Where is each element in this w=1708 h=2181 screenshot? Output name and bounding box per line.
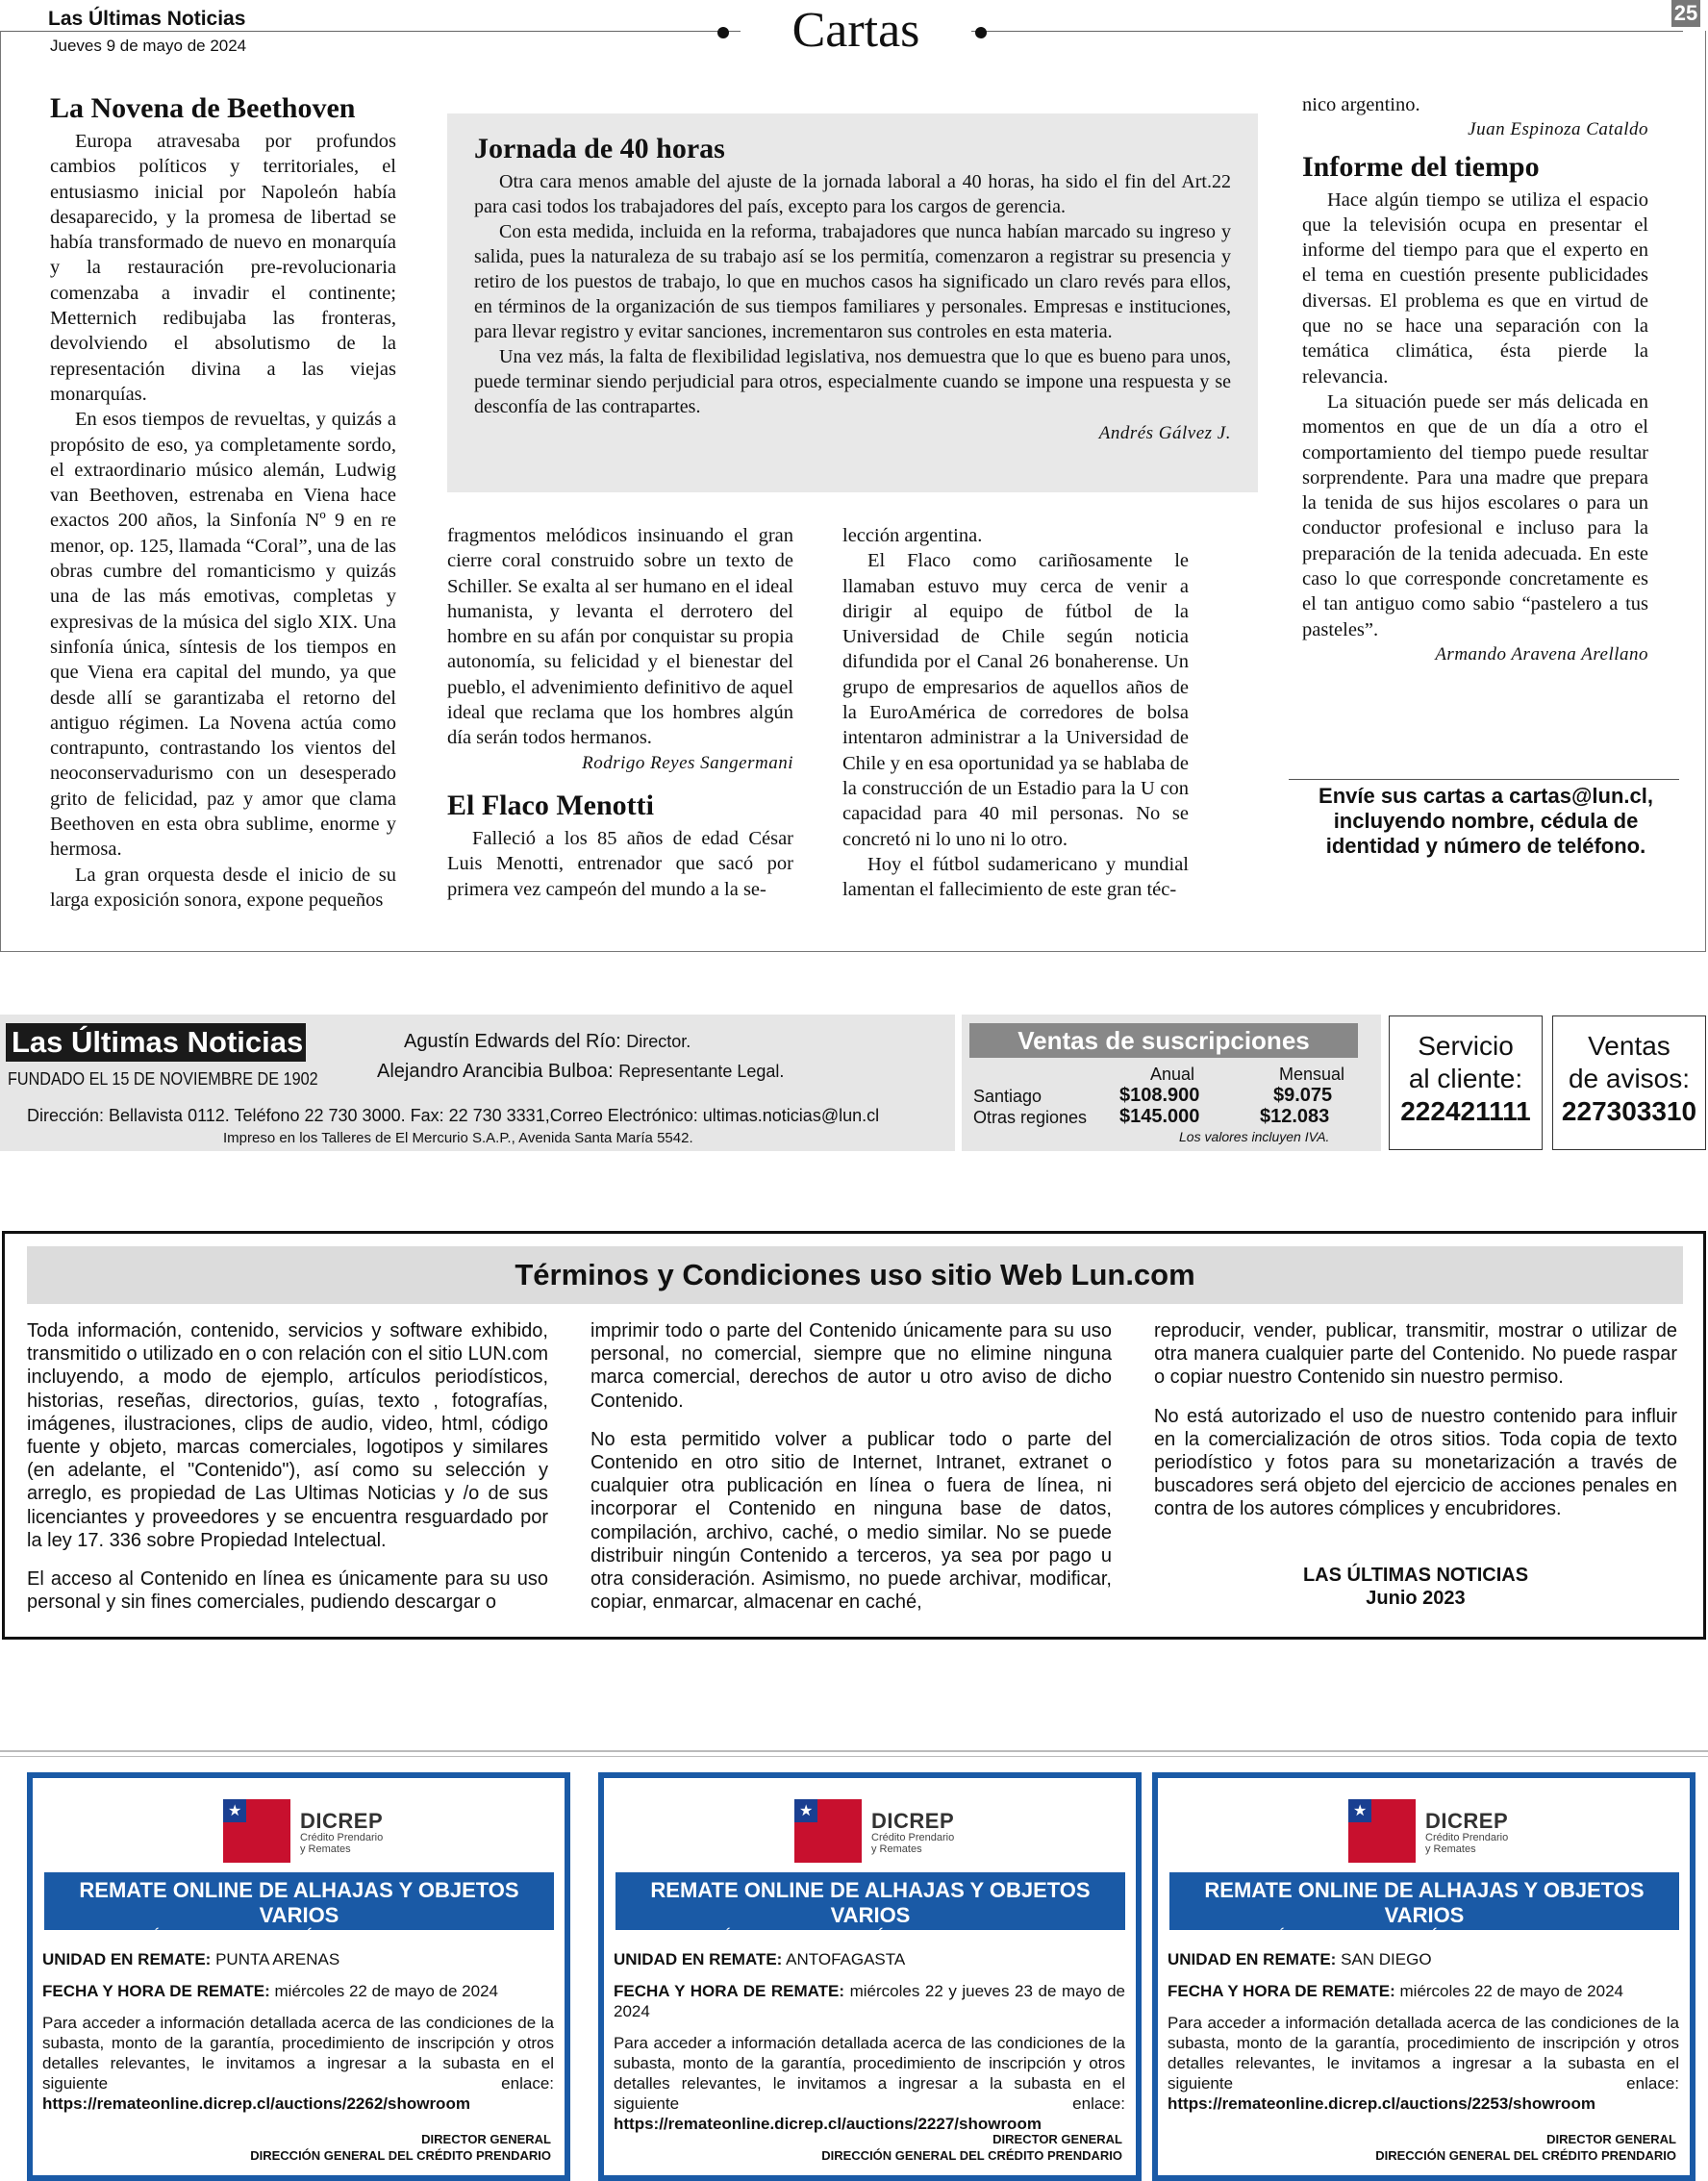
col-monthly: Mensual bbox=[1279, 1065, 1345, 1084]
ad-footer bbox=[821, 2131, 1122, 2164]
paragraph: fragmentos melódicos insinuando el gran cierre coral construido sobre un texto de Schiller. Se exalta al ser humano en el ideal humanista, y levanta el derrotero del hombre en su afán por conquistar su propia autonomía, su felicidad y el bienestar del pueblo, el advenimiento definitivo de aquel ideal que reclama que los hombres algún día serán todos hermanos. bbox=[447, 525, 793, 749]
printed-line: Impreso en los Talleres de El Mercurio S.A.P., Avenida Santa María 5542. bbox=[223, 1130, 693, 1146]
chile-flag-icon: ★ bbox=[1348, 1799, 1416, 1863]
footer-line: DIRECTOR GENERAL bbox=[1546, 2132, 1676, 2146]
dicrep-logo bbox=[794, 1799, 958, 1863]
sub-annual-price: $108.900 bbox=[1119, 1085, 1200, 1106]
paragraph: Falleció a los 85 años de edad César Luis Menotti, entrenador que sacó por primera vez campeón del mundo a la se- bbox=[447, 827, 793, 900]
ads-sales-label: de avisos: bbox=[1568, 1064, 1691, 1093]
letter-column-3 bbox=[842, 523, 1189, 902]
masthead-logo: Las Últimas Noticias bbox=[6, 1023, 306, 1062]
terms-title: Términos y Condiciones uso sitio Web Lun.com bbox=[27, 1246, 1683, 1304]
issue-date: Jueves 9 de mayo de 2024 bbox=[50, 37, 247, 55]
unit-value: ANTOFAGASTA bbox=[786, 1950, 906, 1968]
date-label: FECHA Y HORA DE REMATE: bbox=[614, 1982, 845, 2000]
footer-line: DIRECCIÓN GENERAL DEL CRÉDITO PRENDARIO bbox=[1375, 2148, 1676, 2163]
ad-subtitle: DIRECCIÓN GENERAL DEL CRÉDITO PRENDARIO (DICREP) bbox=[91, 1928, 507, 1944]
unit-value: PUNTA ARENAS bbox=[215, 1950, 340, 1968]
letter-column-4 bbox=[1302, 92, 1648, 667]
sub-region: Otras regiones bbox=[973, 1108, 1088, 1127]
unit-label: UNIDAD EN REMATE: bbox=[42, 1950, 212, 1968]
iva-note: Los valores incluyen IVA. bbox=[1179, 1129, 1330, 1144]
ad-footer bbox=[1375, 2131, 1676, 2164]
paragraph: nico argentino. bbox=[1302, 94, 1420, 115]
ad-body bbox=[614, 1949, 1125, 2134]
founded-line: FUNDADO EL 15 DE NOVIEMBRE DE 1902 bbox=[8, 1069, 318, 1089]
paragraph: El Flaco como cariñosamente le llamaban estuvo muy cerca de venir a dirigir al equipo de fútbol de la Universidad de Chile según noticia difundida por el Canal 26 bonaherense. Un grupo de empresarios de aquellos años de la EuroAmérica de corredores de bolsa intentaron administrar a la Universidad de Chile y en esa oportunidad ya se hablaba de la construcción de un Estadio para la U con capacidad para 40 mil personas. No se concretó ni lo uno ni lo otro. bbox=[842, 550, 1189, 850]
terms-column-3 bbox=[1154, 1319, 1677, 1537]
ad-info: Para acceder a información detallada acerca de las condiciones de la subasta, monto de la garantía, procedimiento de inscripción y otros detalles relevantes, le invitamos a ingresar a la subasta en el siguiente enlace: bbox=[42, 2014, 554, 2093]
auction-ad bbox=[598, 1772, 1142, 2181]
paragraph: No esta permitido volver a publicar todo o parte del Contenido en otro sitio de Internet, Intranet, extranet o cualquier otra publicación en línea o fuera de línea, ni incorporar el Contenido en ninguna base de datos, compilación, archivo, caché, o medio similar. No se puede distribuir ningún Contenido a terceros, ya sea por pago u otra consideración. Asimismo, no puede archivar, modificar, copiar, enmarcar, almacenar en caché, bbox=[590, 1428, 1112, 1614]
auction-link[interactable]: https://remateonline.dicrep.cl/auctions/2253/showroom bbox=[1168, 2094, 1595, 2113]
auction-link[interactable]: https://remateonline.dicrep.cl/auctions/2227/showroom bbox=[614, 2115, 1042, 2133]
representative-name: Alejandro Arancibia Bulboa: bbox=[377, 1061, 614, 1082]
letter-title: La Novena de Beethoven bbox=[50, 92, 356, 124]
date-label: FECHA Y HORA DE REMATE: bbox=[42, 1982, 270, 2000]
ad-title: REMATE ONLINE DE ALHAJAS Y OBJETOS VARIOS bbox=[1204, 1878, 1645, 1927]
signature: Rodrigo Reyes Sangermani bbox=[582, 752, 793, 773]
paragraph: En esos tiempos de revueltas, y quizás a propósito de eso, ya completamente sordo, el extraordinario músico alemán, Ludwig van Beethoven, estrenaba en Viena hace exactos 200 años, la Sinfonía Nº 9 en re menor, op. 125, llamada “Coral”, una de las obras cumbre del romanticismo y quizás una de las más emotivas, completas y expresivas de la música del siglo XIX. Una sinfonía única, síntesis de los tiempos en que Viena era capital del mundo, ya que desde allí se garantizaba el retorno del antiguo régimen. La Novena actúa como contrapunto, contrastando los vientos del neoconservadurismo con un desesperado grito de felicidad, paz y amor que clama Beethoven en esta obra sublime, enorme y hermosa. bbox=[50, 409, 396, 861]
date-value: miércoles 22 de mayo de 2024 bbox=[274, 1982, 498, 2000]
divider bbox=[0, 1756, 1708, 1757]
paragraph: Hoy el fútbol sudamericano y mundial lamentan el fallecimiento de este gran téc- bbox=[842, 853, 1189, 901]
ad-title: REMATE ONLINE DE ALHAJAS Y OBJETOS VARIOS bbox=[650, 1878, 1091, 1927]
terms-signature-date: Junio 2023 bbox=[1366, 1588, 1466, 1609]
paragraph: La gran orquesta desde el inicio de su larga exposición sonora, expone pequeños bbox=[50, 864, 396, 911]
sub-monthly-price: $9.075 bbox=[1273, 1085, 1333, 1106]
ad-info: Para acceder a información detallada acerca de las condiciones de la subasta, monto de la garantía, procedimiento de inscripción y otros detalles relevantes, le invitamos a ingresar a la subasta en el siguiente enlace: bbox=[1168, 2014, 1679, 2093]
ad-title: REMATE ONLINE DE ALHAJAS Y OBJETOS VARIOS bbox=[79, 1878, 519, 1927]
terms-column-1 bbox=[27, 1319, 548, 1629]
ads-sales-label: Ventas bbox=[1588, 1031, 1670, 1061]
director-name: Agustín Edwards del Río: bbox=[404, 1031, 621, 1052]
brand-name: DICREP bbox=[871, 1809, 955, 1833]
terms-column-2 bbox=[590, 1319, 1112, 1629]
signature: Armando Aravena Arellano bbox=[1435, 643, 1648, 664]
service-label: al cliente: bbox=[1408, 1064, 1523, 1093]
customer-service-box bbox=[1389, 1015, 1543, 1150]
dicrep-logo bbox=[223, 1799, 387, 1863]
ad-footer bbox=[250, 2131, 551, 2164]
unit-label: UNIDAD EN REMATE: bbox=[614, 1950, 783, 1968]
chile-flag-icon: ★ bbox=[223, 1799, 290, 1863]
paragraph: La situación puede ser más delicada en momentos en que de un día a otro el comportamiento del tiempo puede resultar sorprendente. Para una madre que prepara la tenida de sus hijos escolares o para un conductor profesional e incluso para la preparación de la tenida adecuada. En este caso lo que corresponde concretamente es el tan antiguo como sabio “pastelero a tus pasteles”. bbox=[1302, 390, 1648, 640]
paragraph: reproducir, vender, publicar, transmitir, mostrar o utilizar de otra manera cualquier parte del Contenido. No puede raspar o copiar nuestro Contenido sin nuestro permiso. bbox=[1154, 1320, 1677, 1389]
ads-sales-box bbox=[1552, 1015, 1706, 1150]
representative-line bbox=[377, 1061, 784, 1083]
letter-title: El Flaco Menotti bbox=[447, 789, 654, 821]
contact-address: Dirección: Bellavista 0112. Teléfono 22 730 3000. Fax: 22 730 3331,Correo Electrónico: ultimas.noticias@lun.cl bbox=[27, 1106, 880, 1125]
service-phone: 222421111 bbox=[1400, 1096, 1531, 1126]
footer-line: DIRECTOR GENERAL bbox=[992, 2132, 1122, 2146]
section-title: Cartas bbox=[741, 2, 971, 59]
divider bbox=[1289, 779, 1679, 780]
footer-line: DIRECTOR GENERAL bbox=[421, 2132, 551, 2146]
date-value: miércoles 22 de mayo de 2024 bbox=[1399, 1982, 1623, 2000]
paragraph: Una vez más, la falta de flexibilidad legislativa, nos demuestra que lo que es bueno para unos, puede terminar siendo perjudicial para otros, especialmente cuando se impone una respuesta y se desconfía de las contrapartes. bbox=[474, 346, 1231, 417]
chile-flag-icon: ★ bbox=[794, 1799, 862, 1863]
paragraph: Europa atravesaba por profundos cambios políticos y territoriales, el entusiasmo inicial por Napoleón había desaparecido, y la promesa de libertad se había transformado de nuevo en monarquía y la restauración pre-revolucionaria comenzaba a invadir el continente; Metternich redibujaba las fronteras, devolviendo el absolutismo de la representación divina a las viejas monarquías. bbox=[50, 131, 396, 405]
paragraph: imprimir todo o parte del Contenido únicamente para su uso personal, no comercial, siempre que no elimine ninguna marca comercial, derechos de autor u otro aviso de dicho Contenido. bbox=[590, 1320, 1112, 1412]
brand-name: DICREP bbox=[300, 1809, 384, 1833]
director-role: Director. bbox=[626, 1032, 691, 1051]
letter-jornada bbox=[447, 113, 1258, 492]
paragraph: Hace algún tiempo se utiliza el espacio que la televisión ocupa en presentar el informe del tiempo para que el experto en el tema en cuestión presente publicidades diversas. El problema es que en virtud de que no se hace una separación con la temática climática, ésta pierde la relevancia. bbox=[1302, 188, 1648, 388]
ad-banner bbox=[44, 1872, 554, 1944]
terms-signature-name: LAS ÚLTIMAS NOTICIAS bbox=[1302, 1565, 1529, 1586]
sub-region: Santiago bbox=[973, 1087, 1042, 1106]
divider bbox=[0, 1750, 1708, 1752]
ad-banner bbox=[615, 1872, 1125, 1944]
send-letters-note: Envíe sus cartas a cartas@lun.cl, incluyendo nombre, cédula de identidad y número de teléfono. bbox=[1319, 784, 1653, 858]
brand-name: DICREP bbox=[1425, 1809, 1509, 1833]
footer-line: DIRECCIÓN GENERAL DEL CRÉDITO PRENDARIO bbox=[250, 2148, 551, 2163]
brand-subtitle: Crédito Prendario y Remates bbox=[1425, 1832, 1509, 1855]
date-label: FECHA Y HORA DE REMATE: bbox=[1168, 1982, 1395, 2000]
paragraph: Otra cara menos amable del ajuste de la jornada laboral a 40 horas, ha sido el fin del Art.22 para casi todos los trabajadores del país, excepto para los cargos de gerencia. bbox=[474, 171, 1231, 217]
letter-title: Jornada de 40 horas bbox=[474, 133, 725, 164]
col-annual: Anual bbox=[1150, 1065, 1195, 1084]
sub-annual-price: $145.000 bbox=[1119, 1106, 1200, 1127]
letter-column-2 bbox=[447, 523, 793, 902]
ad-subtitle: DIRECCIÓN GENERAL DEL CRÉDITO PRENDARIO (DICREP) bbox=[663, 1928, 1078, 1944]
unit-label: UNIDAD EN REMATE: bbox=[1168, 1950, 1337, 1968]
date-value: miércoles 22 y jueves 23 de mayo de 2024 bbox=[614, 1982, 1125, 2020]
letter-title: Informe del tiempo bbox=[1302, 150, 1540, 183]
signature: Juan Espinoza Cataldo bbox=[1468, 119, 1648, 140]
sub-monthly-price: $12.083 bbox=[1260, 1106, 1330, 1127]
director-line bbox=[404, 1031, 691, 1053]
brand-subtitle: Crédito Prendario y Remates bbox=[871, 1832, 955, 1855]
paragraph: No está autorizado el uso de nuestro contenido para influir en la comercialización de otros sitios. Toda copia de texto periodístico y fotos para su monetarización a través de buscadores será objeto del ejercicio de acciones penales en contra de los autores cómplices y encubridores. bbox=[1154, 1405, 1677, 1520]
unit-value: SAN DIEGO bbox=[1341, 1950, 1432, 1968]
auction-link[interactable]: https://remateonline.dicrep.cl/auctions/2262/showroom bbox=[42, 2094, 470, 2113]
ad-info: Para acceder a información detallada acerca de las condiciones de la subasta, monto de la garantía, procedimiento de inscripción y otros detalles relevantes, le invitamos a ingresar a la subasta en el siguiente enlace: bbox=[614, 2034, 1125, 2113]
brand-subtitle: Crédito Prendario y Remates bbox=[300, 1832, 384, 1855]
paper-name: Las Últimas Noticias bbox=[48, 8, 246, 30]
paragraph: Con esta medida, incluida en la reforma, trabajadores que nunca habían marcado su ingreso y salida, pues la naturaleza de su trabajo así se los permitía, comenzaron a registrar su presencia y retiro de los puestos de trabajo, lo que en muchos casos ha significado un claro revés para ellos, en términos de la organización de sus tiempos familiares y personales. Empresas e instituciones, para llevar registro y evitar sanciones, incrementaron sus controles en esta materia. bbox=[474, 221, 1231, 342]
paragraph: Toda información, contenido, servicios y software exhibido, transmitido o utilizado en o con relación con el sitio LUN.com incluyendo, a modo de ejemplo, artículos periodísticos, historias, reseñas, directorios, guías, texto , fotografías, imágenes, ilustraciones, clips de audio, video, html, código fuente y objeto, marcas comerciales, logotipos y similares (en adelante, el "Contenido"), así como su selección y arreglo, es propiedad de Las Ultimas Noticias y /o de sus licenciantes y proveedores y se encuentra resguardado por la ley 17. 336 sobre Propiedad Intelectual. bbox=[27, 1320, 548, 1551]
paragraph: El acceso al Contenido en línea es únicamente para su uso personal y sin fines comerciales, pudiendo descargar o bbox=[27, 1568, 548, 1614]
ad-body bbox=[42, 1949, 554, 2114]
ad-banner bbox=[1169, 1872, 1679, 1944]
auction-ad bbox=[27, 1772, 570, 2181]
representative-role: Representante Legal. bbox=[618, 1062, 785, 1081]
dicrep-logo bbox=[1348, 1799, 1512, 1863]
ads-sales-phone: 227303310 bbox=[1561, 1096, 1697, 1126]
service-label: Servicio bbox=[1418, 1031, 1514, 1061]
terms-signature bbox=[1154, 1564, 1677, 1610]
signature: Andrés Gálvez J. bbox=[1098, 423, 1231, 443]
footer-line: DIRECCIÓN GENERAL DEL CRÉDITO PRENDARIO bbox=[821, 2148, 1122, 2163]
ad-subtitle: DIRECCIÓN GENERAL DEL CRÉDITO PRENDARIO (DICREP) bbox=[1217, 1928, 1632, 1944]
page-number: 25 bbox=[1671, 0, 1700, 27]
letter-beethoven bbox=[50, 92, 396, 913]
paragraph: lección argentina. bbox=[842, 525, 983, 546]
ad-body bbox=[1168, 1949, 1679, 2114]
auction-ad bbox=[1152, 1772, 1695, 2181]
subscriptions-title: Ventas de suscripciones bbox=[969, 1023, 1358, 1058]
